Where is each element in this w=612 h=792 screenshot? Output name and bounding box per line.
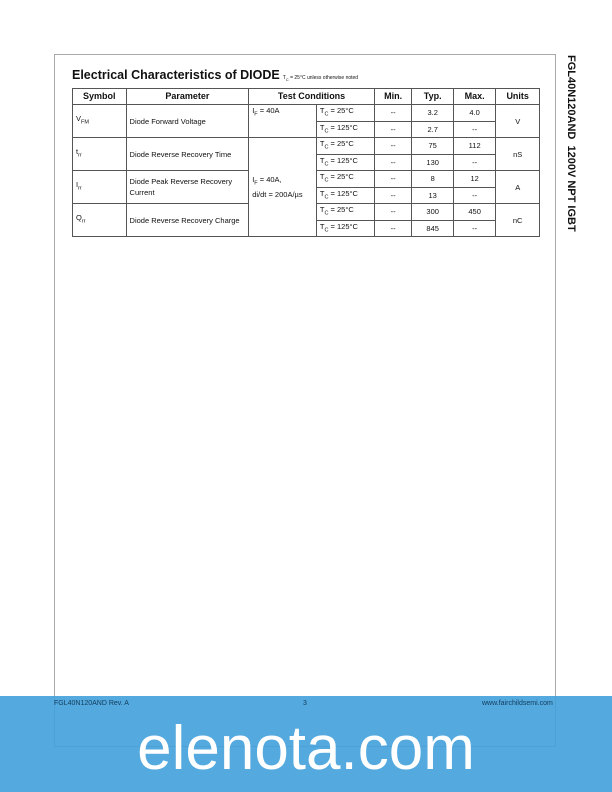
min-value: -- — [374, 121, 412, 138]
units: A — [496, 171, 540, 204]
units: nC — [496, 204, 540, 237]
max-value: 112 — [453, 138, 495, 155]
test-condition-shared: $I_F = 40A$, di/dt = 200A/µs — [249, 138, 317, 237]
typ-value: 8 — [412, 171, 453, 188]
parameter: Diode Peak Reverse Recovery Current — [126, 171, 249, 204]
footer-left: FGL40N120AND Rev. A — [54, 700, 129, 707]
temperature-condition: $T_C = 25^\circ C$ — [316, 105, 374, 122]
max-value: 4.0 — [453, 105, 495, 122]
table-row — [73, 105, 540, 122]
parameter: Diode Forward Voltage — [126, 105, 249, 138]
typ-value: 845 — [412, 220, 453, 237]
temperature-condition: $T_C = 25^\circ C$ — [316, 204, 374, 221]
test-condition: $I_F = 40A$ — [249, 105, 317, 138]
min-value: -- — [374, 171, 412, 188]
section-title: Electrical Characteristics of DIODE $T_C = 25^\circ C$ unless otherwise noted — [72, 68, 359, 82]
temperature-condition: $T_C = 125^\circ C$ — [316, 121, 374, 138]
temperature-condition: $T_C = 125^\circ C$ — [316, 154, 374, 171]
diode-characteristics-table — [72, 88, 540, 237]
symbol: $Q_{rr}$ — [73, 204, 127, 237]
temperature-condition: $T_C = 25^\circ C$ — [316, 171, 374, 188]
units: V — [496, 105, 540, 138]
parameter: Diode Reverse Recovery Charge — [126, 204, 249, 237]
footer-url[interactable]: www.fairchildsemi.com — [482, 700, 553, 707]
side-title: FGL40N120AND 1200V NPT IGBT — [565, 55, 577, 232]
typ-value: 75 — [412, 138, 453, 155]
min-value: -- — [374, 204, 412, 221]
table-header: Symbol Parameter Test Conditions Min. Typ. Max. Units — [73, 89, 540, 105]
temperature-condition: $T_C = 125^\circ C$ — [316, 187, 374, 204]
max-value: -- — [453, 121, 495, 138]
page-number: 3 — [303, 700, 307, 707]
watermark: elenota.com — [137, 714, 475, 783]
typ-value: 300 — [412, 204, 453, 221]
table-row — [73, 138, 540, 155]
max-value: 12 — [453, 171, 495, 188]
min-value: -- — [374, 220, 412, 237]
typ-value: 2.7 — [412, 121, 453, 138]
temperature-condition: $T_C = 125^\circ C$ — [316, 220, 374, 237]
typ-value: 13 — [412, 187, 453, 204]
temperature-condition: $T_C = 25^\circ C$ — [316, 138, 374, 155]
max-value: 450 — [453, 204, 495, 221]
symbol: $V_{FM}$ — [73, 105, 127, 138]
max-value: -- — [453, 220, 495, 237]
typ-value: 3.2 — [412, 105, 453, 122]
max-value: -- — [453, 187, 495, 204]
symbol: $t_{rr}$ — [73, 138, 127, 171]
min-value: -- — [374, 105, 412, 122]
parameter: Diode Reverse Recovery Time — [126, 138, 249, 171]
min-value: -- — [374, 154, 412, 171]
min-value: -- — [374, 187, 412, 204]
max-value: -- — [453, 154, 495, 171]
title-note: $T_C = 25^\circ C$ unless otherwise noted — [282, 75, 359, 82]
typ-value: 130 — [412, 154, 453, 171]
symbol: $I_{rr}$ — [73, 171, 127, 204]
min-value: -- — [374, 138, 412, 155]
units: nS — [496, 138, 540, 171]
